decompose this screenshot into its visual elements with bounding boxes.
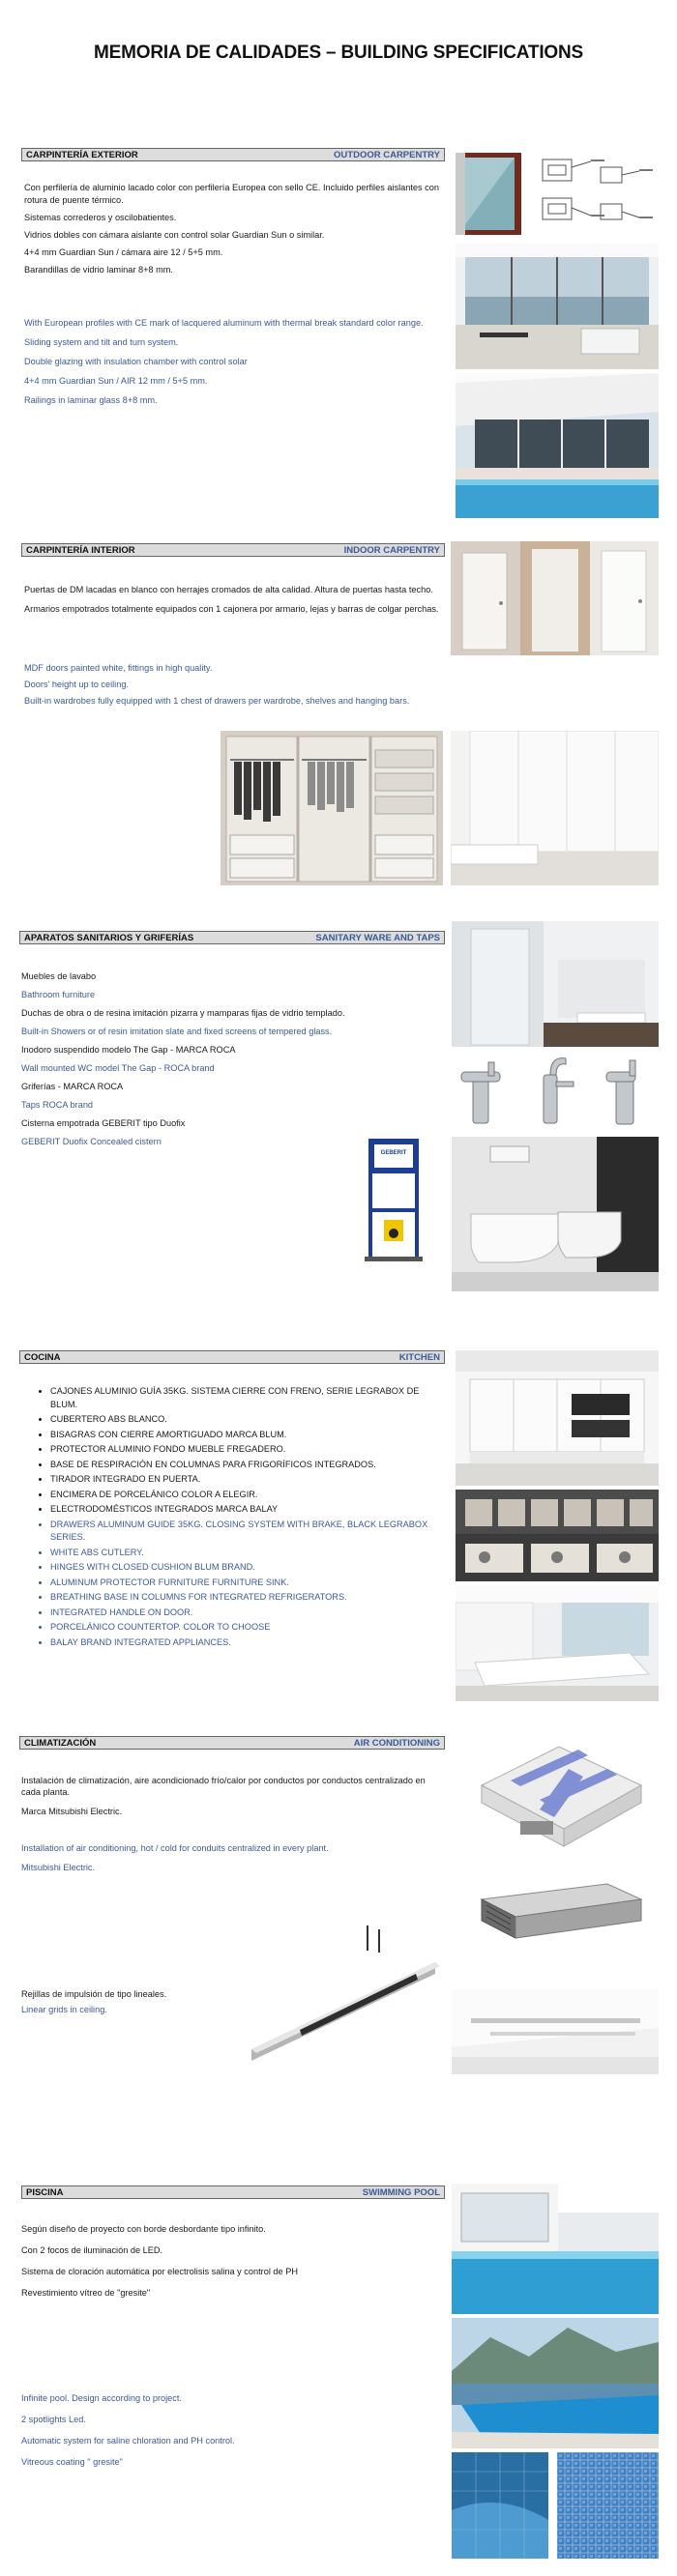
taps-photo [452,1051,659,1130]
interior-glazing-photo [456,244,659,369]
header-es: APARATOS SANITARIOS Y GRIFERÍAS [24,932,194,943]
paragraph: Sistema de cloración automática por electrolisis salina y control de PH [21,2267,298,2276]
wc-bidet-photo [452,1137,659,1291]
geberit-frame-image [355,1133,432,1268]
list-item: • CUBERTERO ABS BLANCO. [50,1413,443,1427]
paragraph: Bathroom furniture [21,990,96,999]
paragraph: Sistemas correderos y oscilobatientes. [24,213,177,222]
list-item: • INTEGRATED HANDLE ON DOOR. [50,1606,443,1620]
exterior-house-photo [456,373,659,518]
kitchen-island-photo [456,1585,659,1701]
paragraph: Infinite pool. Design according to project. [21,2393,182,2403]
kitchen-photo [456,1350,659,1486]
header-es: CARPINTERÍA INTERIOR [26,544,135,556]
list-item: • BASE DE RESPIRACIÓN EN COLUMNAS PARA FRIGORÍFICOS INTEGRADOS. [50,1459,443,1472]
page-title: MEMORIA DE CALIDADES – BUILDING SPECIFICATIONS [94,43,583,63]
paragraph: Duchas de obra o de resina imitación pizarra y mamparas fijas de vidrio templado. [21,1008,345,1018]
header-es: CLIMATIZACIÓN [24,1737,97,1749]
paragraph: 2 spotlights Led. [21,2415,86,2424]
header-es: CARPINTERÍA EXTERIOR [26,149,138,160]
window-profile-diagram [456,148,659,240]
wardrobe-room-photo [451,731,659,885]
paragraph: Mitsubishi Electric. [21,1863,96,1872]
doors-photo [451,541,659,655]
list-item: • BALAY BRAND INTEGRATED APPLIANCES. [50,1636,443,1650]
paragraph: Double glazing with insulation chamber with control solar [24,357,248,366]
sanitary-text [21,968,427,1151]
pool-house-photo [452,2184,659,2314]
gresite-mosaic-image [557,2452,659,2559]
paragraph: GEBERIT Duofix Concealed cistern [21,1137,162,1146]
paragraph: Built-in wardrobes fully equipped with 1 chest of drawers per wardrobe, shelves and hanging bars. [24,696,410,706]
header-en: OUTDOOR CARPENTRY [334,149,440,160]
paragraph: Vidrios dobles con cámara aislante con control solar Guardian Sun o similar. [24,230,325,240]
ceiling-grid-photo [452,1989,659,2074]
paragraph: Built-in Showers or of resin imitation slate and fixed screens of tempered glass. [21,1027,333,1036]
indoor-text-es [24,580,450,619]
paragraph: Instalación de climatización, aire acondicionado frío/calor por conductos por conductos centralizado en cada planta. [21,1776,426,1797]
paragraph: Con perfilería de aluminio lacado color con perfilería Europea con sello CE. Incluido perfiles aislantes con rotura de puente térmico. [24,183,439,205]
linear-grid-image [242,1924,445,2073]
paragraph: Railings in laminar glass 8+8 mm. [24,395,158,405]
outdoor-text-en [24,317,450,407]
list-item: • DRAWERS ALUMINUM GUIDE 35KG. CLOSING SYSTEM WITH BRAKE, BLACK LEGRABOX SERIES. [50,1519,443,1545]
paragraph: Marca Mitsubishi Electric. [21,1807,123,1816]
header-es: COCINA [24,1351,61,1363]
paragraph: Vitreous coating " gresite" [21,2457,123,2467]
paragraph: Barandillas de vidrio laminar 8+8 mm. [24,265,173,275]
paragraph: Taps ROCA brand [21,1100,94,1110]
outdoor-text-es [24,182,445,276]
section-header-kitchen [19,1350,445,1364]
geberit-logo-text: GEBERIT [380,1150,407,1156]
paragraph: Puertas de DM lacadas en blanco con herrajes cromados de alta calidad. Altura de puertas hasta techo. Armarios empotrados totalmente equipados con 1 cajonera por armario, lejas y barras de colgar perchas. [24,585,439,614]
list-item: • BISAGRAS CON CIERRE AMORTIGUADO MARCA BLUM. [50,1429,443,1442]
paragraph: Inodoro suspendido modelo The Gap - MARCA ROCA [21,1045,236,1055]
kitchen-list [37,1385,443,1651]
duct-diagram [462,1732,659,1853]
air-text [21,1775,447,1873]
section-header-indoor [21,543,445,557]
paragraph: Según diseño de proyecto con borde desbordante tipo infinito. [21,2224,266,2234]
paragraph: Griferías - MARCA ROCA [21,1082,124,1091]
header-en: SANITARY WARE AND TAPS [315,932,440,943]
ducted-unit-image [462,1870,659,1957]
paragraph: 4+4 mm Guardian Sun / AIR 12 mm / 5+5 mm. [24,376,208,386]
paragraph: Automatic system for saline chloration and PH control. [21,2436,235,2446]
list-item: • ELECTRODOMÉSTICOS INTEGRADOS MARCA BALAY [50,1503,443,1517]
list-item: • HINGES WITH CLOSED CUSHION BLUM BRAND. [50,1561,443,1575]
shower-photo [452,921,659,1047]
paragraph: Rejillas de impulsión de tipo lineales. [21,1989,167,1999]
paragraph: Doors' height up to ceiling. [24,680,129,689]
list-item: • ENCIMERA DE PORCELÁNICO COLOR A ELEGIR. [50,1489,443,1502]
list-item: • BREATHING BASE IN COLUMNS FOR INTEGRATED REFRIGERATORS. [50,1591,443,1605]
pool-tiles-photo [452,2452,548,2559]
paragraph: Muebles de lavabo [21,971,97,981]
paragraph: MDF doors painted white, fittings in high quality. [24,663,213,673]
header-en: SWIMMING POOL [362,2186,440,2198]
kitchen-drawers-photo [456,1490,659,1581]
indoor-text-en [24,660,450,709]
section-header-air [19,1736,445,1750]
list-item: • PORCELÁNICO COUNTERTOP. COLOR TO CHOOSE [50,1621,443,1635]
paragraph: Linear grids in ceiling. [21,2005,107,2014]
header-en: INDOOR CARPENTRY [343,544,440,556]
infinity-pool-photo [452,2318,659,2448]
pool-text-en [21,2392,447,2468]
paragraph: Cisterna empotrada GEBERIT tipo Duofix [21,1118,186,1128]
paragraph: With European profiles with CE mark of lacquered aluminum with thermal break standard color range. [24,318,424,328]
list-item: • TIRADOR INTEGRADO EN PUERTA. [50,1473,443,1487]
paragraph: Revestimiento vítreo de "gresite" [21,2288,151,2298]
section-header-pool [21,2185,445,2199]
paragraph: Installation of air conditioning, hot / cold for conduits centralized in every plant. [21,1843,329,1853]
list-item: • PROTECTOR ALUMINIO FONDO MUEBLE FREGADERO. [50,1443,443,1457]
header-en: AIR CONDITIONING [353,1737,440,1749]
pool-text-es [21,2223,447,2299]
list-item: • ALUMINUM PROTECTOR FURNITURE FURNITURE SINK. [50,1577,443,1590]
header-en: KITCHEN [398,1351,440,1363]
paragraph: Con 2 focos de iluminación de LED. [21,2245,163,2255]
paragraph: 4+4 mm Guardian Sun / cámara aire 12 / 5+5 mm. [24,247,223,257]
list-item: • CAJONES ALUMINIO GUÍA 35KG. SISTEMA CIERRE CON FRENO, SERIE LEGRABOX DE BLUM. [50,1385,443,1411]
section-header-outdoor [21,148,445,161]
wardrobe-interior-photo [221,731,443,885]
section-header-sanitary [19,931,445,944]
header-es: PISCINA [26,2186,64,2198]
paragraph: Sliding system and tilt and turn system. [24,337,179,347]
list-item: • WHITE ABS CUTLERY. [50,1547,443,1560]
paragraph: Wall mounted WC model The Gap - ROCA brand [21,1063,215,1073]
